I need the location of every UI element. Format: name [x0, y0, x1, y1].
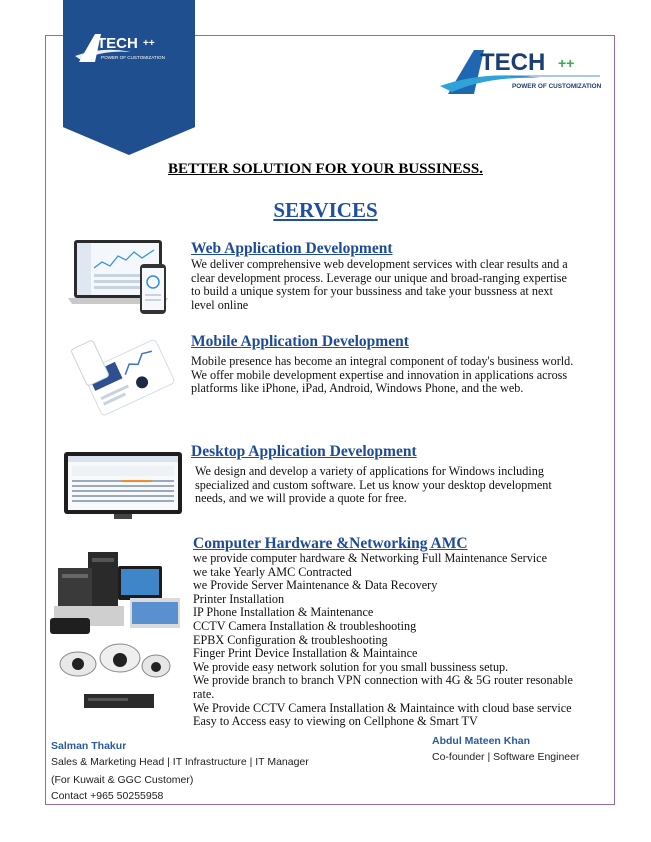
web-app-line: clear development process. Leverage our unique and broad-ranging expertise	[191, 270, 567, 285]
logo-ribbon	[63, 0, 195, 155]
hardware-line: We provide branch to branch VPN connection with 4G & 5G router resonable	[193, 673, 573, 688]
hardware-line: Easy to Access easy to viewing on Cellphone & Smart TV	[193, 714, 478, 729]
desktop-app-title: Desktop Application Development	[191, 443, 417, 460]
hardware-line: CCTV Camera Installation & troubleshooting	[193, 618, 417, 633]
mobile-app-description	[191, 355, 601, 396]
hardware-line: we Provide Server Maintenance & Data Recovery	[193, 578, 438, 593]
contact-right-role: Co-founder | Software Engineer	[432, 751, 580, 763]
contact-left	[51, 738, 351, 804]
web-app-line: We deliver comprehensive web development services with clear results and a	[191, 257, 568, 271]
contact-left-role: Sales & Marketing Head | IT Infrastructure | IT Manager	[51, 756, 309, 768]
desktop-app-description	[195, 465, 595, 506]
brand-text: TECH	[480, 49, 546, 76]
web-app-description	[191, 258, 591, 312]
contact-left-phone[interactable]: Contact +965 50255958	[51, 790, 164, 802]
hardware-line: EPBX Configuration & troubleshooting	[193, 632, 388, 647]
hardware-image	[48, 546, 190, 716]
contact-left-name: Salman Thakur	[51, 740, 127, 752]
brand-tagline: POWER OF CUSTOMIZATION	[512, 83, 602, 90]
desktop-app-line: specialized and custom software. Let us know your desktop development	[195, 477, 552, 492]
atech-logo	[440, 44, 610, 102]
hardware-line: Finger Print Device Installation & Maintaince	[193, 646, 418, 661]
headline: BETTER SOLUTION FOR YOUR BUSSINESS.	[168, 161, 483, 177]
atech-logo-small	[73, 26, 185, 76]
mobile-app-line: platforms like iPhone, iPad, Android, Windows Phone, and the web.	[191, 381, 524, 396]
ribbon-tagline: POWER OF CUSTOMIZATION	[101, 55, 165, 60]
contact-left-note: (For Kuwait & GGC Customer)	[51, 774, 194, 786]
desktop-app-image	[62, 450, 184, 520]
mobile-app-line: We offer mobile development expertise and innovation in applications across	[191, 367, 568, 382]
hardware-amc-description	[193, 552, 593, 729]
contact-right-name: Abdul Mateen Khan	[432, 735, 531, 747]
hardware-amc-title: Computer Hardware &Networking AMC	[193, 535, 468, 552]
hardware-line: IP Phone Installation & Maintenance	[193, 605, 374, 620]
web-app-title: Web Application Development	[191, 240, 393, 257]
hardware-line: we take Yearly AMC Contracted	[193, 564, 352, 579]
contact-right	[432, 733, 612, 765]
services-title: SERVICES	[273, 198, 378, 222]
web-app-line: to build a unique system for your bussiness and take your bussness at next	[191, 284, 553, 299]
mobile-app-image	[70, 335, 182, 427]
desktop-app-line: We design and develop a variety of applications for Windows including	[195, 464, 544, 478]
hardware-line: we provide computer hardware & Networking Full Maintenance Service	[193, 551, 547, 565]
ribbon-brand-text: TECH	[97, 35, 138, 52]
mobile-app-title: Mobile Application Development	[191, 333, 409, 350]
brand-suffix: ++	[558, 55, 575, 71]
hardware-line: Printer Installation	[193, 591, 285, 606]
hardware-line: We provide easy network solution for you small bussiness setup.	[193, 659, 509, 674]
mobile-app-line: Mobile presence has become an integral component of today's business world.	[191, 354, 574, 368]
web-app-line: level online	[191, 297, 249, 312]
desktop-app-line: needs, and we will provide a quote for free.	[195, 491, 407, 506]
web-app-image	[68, 238, 186, 316]
hardware-line: We Provide CCTV Camera Installation & Maintaince with cloud base service	[193, 700, 572, 715]
ribbon-brand-suffix: ++	[143, 38, 155, 49]
hardware-line: rate.	[193, 686, 215, 701]
